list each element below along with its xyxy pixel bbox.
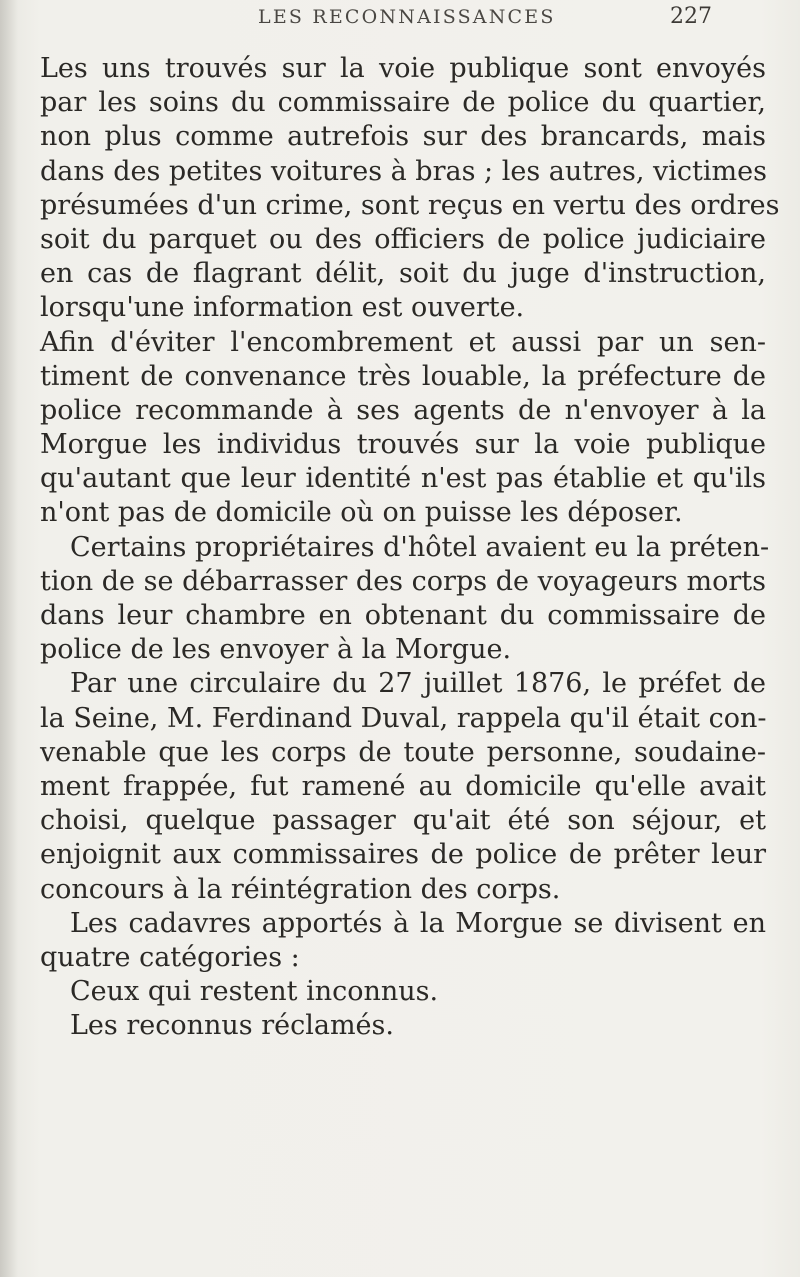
text-line: Afin d'éviter l'encombrement et aussi par un sen-: [40, 326, 766, 358]
text-line: lorsqu'une information est ouverte.: [40, 292, 525, 324]
text-line: la Seine, M. Ferdinand Duval, rappela qu'il était con-: [40, 702, 767, 734]
running-title: LES RECONNAISSANCES: [258, 6, 556, 28]
text-line: qu'autant que leur identité n'est pas établie et qu'ils: [40, 463, 766, 495]
text-line: dans leur chambre en obtenant du commissaire de: [40, 600, 766, 631]
text-line: non plus comme autrefois sur des brancards, mais: [40, 121, 766, 153]
text-line: présumées d'un crime, sont reçus en vertu des ordres: [40, 189, 780, 221]
text-line: enjoignit aux commissaires de police de prêter leur: [40, 839, 766, 871]
text-line: choisi, quelque passager qu'ait été son séjour, et: [40, 805, 766, 837]
text-line: Les cadavres apportés à la Morgue se divisent en: [70, 907, 766, 939]
text-line: police de les envoyer à la Morgue.: [40, 634, 512, 666]
text-line: dans des petites voitures à bras ; les autres, victimes: [40, 155, 767, 187]
text-line: police recommande à ses agents de n'envoyer à la: [40, 394, 766, 426]
text-line: n'ont pas de domicile où on puisse les déposer.: [40, 497, 683, 529]
text-line: Les uns trouvés sur la voie publique sont envoyés: [40, 53, 766, 84]
text-line: ment frappée, fut ramené au domicile qu'elle avait: [40, 770, 766, 802]
body-text: [40, 52, 780, 1043]
text-line: venable que les corps de toute personne, soudaine-: [40, 736, 766, 768]
text-line: Les reconnus réclamés.: [70, 1010, 394, 1042]
text-line: timent de convenance très louable, la préfecture de: [40, 360, 766, 392]
text-line: Certains propriétaires d'hôtel avaient eu la préten-: [70, 531, 770, 563]
text-line: en cas de flagrant délit, soit du juge d'instruction,: [40, 258, 766, 290]
text-line: concours à la réintégration des corps.: [40, 873, 561, 905]
text-line: soit du parquet ou des officiers de police judiciaire: [40, 223, 766, 255]
text-line: quatre catégories :: [40, 941, 300, 973]
page-number: 227: [670, 4, 712, 29]
text-line: par les soins du commissaire de police du quartier,: [40, 87, 766, 119]
page-header: [0, 6, 800, 32]
text-line: tion de se débarrasser des corps de voyageurs morts: [40, 565, 766, 597]
binding-shadow: [0, 0, 18, 1277]
text-line: Ceux qui restent inconnus.: [70, 976, 439, 1008]
text-line: Par une circulaire du 27 juillet 1876, le préfet de: [70, 668, 766, 700]
text-line: Morgue les individus trouvés sur la voie publique: [40, 429, 766, 461]
